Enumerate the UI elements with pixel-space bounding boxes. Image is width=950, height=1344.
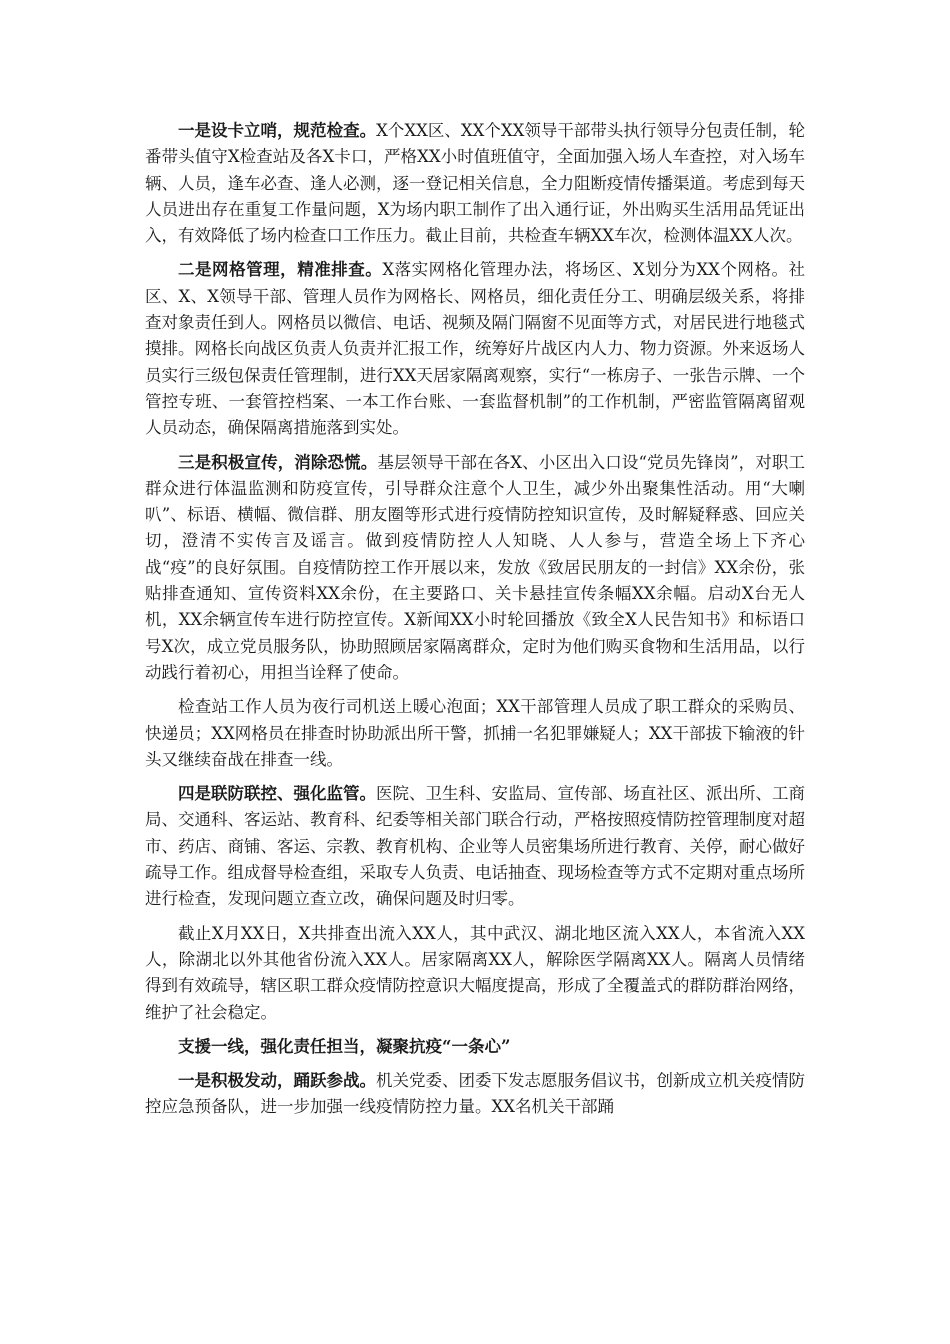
paragraph-body: 检查站工作人员为夜行司机送上暖心泡面；XX干部管理人员成了职工群众的采购员、快递员；XX网格员在排查时协助派出所干警，抓捕一名犯罪嫌疑人；XX干部拔下输液的针头又继续奋战在排查一线。: [145, 697, 805, 769]
paragraph-body: X落实网格化管理办法，将场区、X划分为XX个网格。社区、X、X领导干部、管理人员作为网格长、网格员，细化责任分工、明确层级关系，将排查对象责任到人。网格员以微信、电话、视频及隔门隔窗不见面等方式，对居民进行地毯式摸排。网格长向战区负责人负责并汇报工作，统筹好片战区内人力、物力资源。外来返场人员实行三级包保责任管理制，进行XX天居家隔离观察，实行“一栋房子、一张告示牌、一个管控专班、一套管控档案、一本工作台账、一套监督机制”的工作机制，严密监管隔离留观人员动态，确保隔离措施落到实处。: [145, 260, 805, 438]
paragraph-publicity: [145, 450, 805, 687]
paragraph-lead: 四是联防联控、强化监管。: [178, 784, 376, 804]
paragraph-statistics: [145, 921, 805, 1026]
paragraph-lead: 二是网格管理，精准排查。: [178, 260, 383, 280]
document-page: [145, 118, 805, 1129]
section-heading: 支援一线，强化责任担当，凝聚抗疫“一条心”: [178, 1036, 511, 1056]
paragraph-lead: 一是积极发动，踊跃参战。: [178, 1071, 376, 1091]
paragraph-body: 医院、卫生科、安监局、宣传部、场直社区、派出所、工商局、交通科、客运站、教育科、纪委等相关部门联合行动，严格按照疫情防控管理制度对超市、药店、商铺、客运、宗教、教育机构、企业等人员密集场所进行教育、关停，耐心做好疏导工作。组成督导检查组，采取专人负责、电话抽查、现场检查等方式不定期对重点场所进行检查，发现问题立查立改，确保问题及时归零。: [145, 784, 805, 909]
paragraph-lead: 三是积极宣传，消除恐慌。: [178, 452, 378, 472]
paragraph-body: 截止X月XX日，X共排查出流入XX人，其中武汉、湖北地区流入XX人，本省流入XX人，除湖北以外其他省份流入XX人。居家隔离XX人，解除医学隔离XX人。隔离人员情绪得到有效疏导，辖区职工群众疫情防控意识大幅度提高，形成了全覆盖式的群防群治网络，维护了社会稳定。: [145, 923, 805, 1022]
paragraph-grid-management: [145, 257, 805, 441]
paragraph-lead: 一是设卡立哨，规范检查。: [178, 121, 377, 140]
paragraph-body: X个XX区、XX个XX领导干部带头执行领导分包责任制，轮番带头值守X检查站及各X卡口，严格XX小时值班值守，全面加强入场人车查控，对入场车辆、人员，逢车必查、逢人必测，逐一登记相关信息，全力阻断疫情传播渠道。考虑到每天人员进出存在重复工作量问题，X为场内职工制作了出入通行证，外出购买生活用品凭证出入，有效降低了场内检查口工作压力。截止目前，共检查车辆XX车次，检测体温XX人次。: [145, 121, 805, 246]
paragraph-joint-control: [145, 781, 805, 912]
paragraph-staff-stories: [145, 694, 805, 773]
paragraph-body: 基层领导干部在各X、小区出入口设“党员先锋岗”，对职工群众进行体温监测和防疫宣传，引导群众注意个人卫生，减少外出聚集性活动。用“大喇叭”、标语、横幅、微信群、朋友圈等形式进行疫情防控知识宣传，及时解疑释惑、回应关切，澄清不实传言及谣言。做到疫情防控人人知晓、人人参与，营造全场上下齐心战“疫”的良好氛围。自疫情防控工作开展以来，发放《致居民朋友的一封信》XX余份，张贴排查通知、宣传资料XX余份，在主要路口、关卡悬挂宣传条幅XX余幅。启动X台无人机，XX余辆宣传车进行防控宣传。X新闻XX小时轮回播放《致全X人民告知书》和标语口号X次，成立党员服务队，协助照顾居家隔离群众，定时为他们购买食物和生活用品，以行动践行着初心，用担当诠释了使命。: [145, 452, 806, 682]
paragraph-body: 机关党委、团委下发志愿服务倡议书，创新成立机关疫情防控应急预备队，进一步加强一线疫情防控力量。XX名机关干部踊: [145, 1071, 805, 1117]
paragraph-checkpoint: [145, 118, 805, 249]
paragraph-mobilization: [145, 1068, 805, 1121]
